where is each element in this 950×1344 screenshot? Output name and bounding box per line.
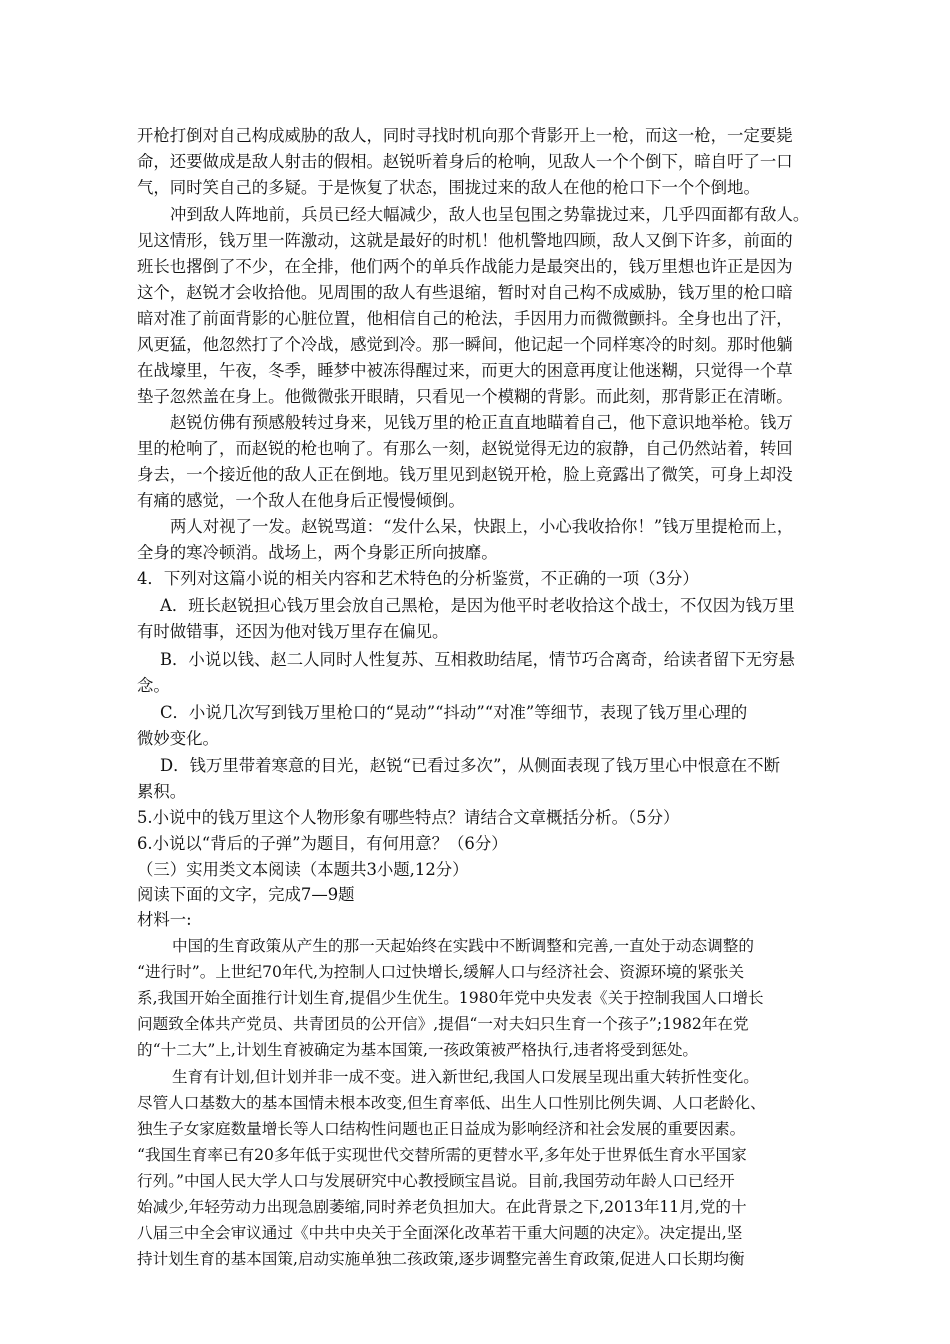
text-line: 全身的寒冷顿消。战场上，两个身影正所向披靡。 <box>137 543 498 562</box>
text-line: 暗对准了前面背影的心脏位置，他相信自己的枪法，手因用力而微微颤抖。全身也出了汗， <box>137 309 793 328</box>
text-line: 风更猛，他忽然打了个冷战，感觉到冷。那一瞬间，他记起一个同样寒冷的时刻。那时他躺 <box>137 335 793 354</box>
text-line: “我国生育率已有20多年低于实现世代交替所需的更替水平,多年处于世界低生育水平国家 <box>137 1146 747 1164</box>
question-5: 5.小说中的钱万里这个人物形象有哪些特点？请结合文章概括分析。（5分） <box>137 808 680 827</box>
text-line: 念。 <box>137 676 170 695</box>
text-line: “进行时”。上世纪70年代,为控制人口过快增长,缓解人口与经济社会、资源环境的紧张关 <box>137 963 745 981</box>
text-line: C．小说几次写到钱万里枪口的“晃动”“抖动”“对准”等细节，表现了钱万里心理的 <box>160 703 748 722</box>
text-line: 问题致全体共产党员、共青团员的公开信》,提倡“一对夫妇只生育一个孩子”;1982年在党 <box>137 1015 749 1033</box>
text-line: 持计划生育的基本国策,启动实施单独二孩政策,逐步调整完善生育政策,促进人口长期均衡 <box>137 1250 745 1268</box>
text-line: 累积。 <box>137 782 187 801</box>
text-line: 系,我国开始全面推行计划生育,提倡少生优生。1980年党中央发表《关于控制我国人口增长 <box>137 989 764 1007</box>
question-6: 6.小说以“背后的子弹”为题目，有何用意？（6分） <box>137 834 508 853</box>
text-line: 有痛的感觉，一个敌人在他身后正慢慢倾倒。 <box>137 491 465 510</box>
section-instruction: 阅读下面的文字，完成7—9题 <box>137 885 355 904</box>
text-line: 垫子忽然盖在身上。他微微张开眼睛，只看见一个模糊的背影。而此刻，那背影正在清晰。 <box>137 387 793 406</box>
text-line: 冲到敌人阵地前，兵员已经大幅减少，敌人也呈包围之势靠拢过来，几乎四面都有敌人。 <box>170 205 810 224</box>
text-line: 独生子女家庭数量增长等人口结构性问题也正日益成为影响经济和社会发展的重要因素。 <box>137 1120 746 1138</box>
text-line: 生育有计划,但计划并非一成不变。进入新世纪,我国人口发展呈现出重大转折性变化。 <box>172 1068 759 1086</box>
text-line: B．小说以钱、赵二人同时人性复苏、互相救助结尾，情节巧合离奇，给读者留下无穷悬 <box>160 650 795 669</box>
text-line: 赵锐仿佛有预感般转过身来，见钱万里的枪正直直地瞄着自己，他下意识地举枪。钱万 <box>170 413 793 432</box>
text-line: 在战壕里，午夜，冬季，睡梦中被冻得醒过来，而更大的困意再度让他迷糊，只觉得一个草 <box>137 361 793 380</box>
text-line: 气，同时笑自己的多疑。于是恢复了状态，围拢过来的敌人在他的枪口下一个个倒地。 <box>137 178 760 197</box>
text-line: D．钱万里带着寒意的目光，赵锐“已看过多次”，从侧面表现了钱万里心中恨意在不断 <box>160 756 780 775</box>
text-line: 微妙变化。 <box>137 729 219 748</box>
text-line: 的“十二大”上,计划生育被确定为基本国策,一孩政策被严格执行,违者将受到惩处。 <box>137 1041 699 1059</box>
text-line: 身去，一个接近他的敌人正在倒地。钱万里见到赵锐开枪，脸上竟露出了微笑，可身上却没 <box>137 465 793 484</box>
text-line: 开枪打倒对自己构成威胁的敌人，同时寻找时机向那个背影开上一枪，而这一枪，一定要毙 <box>137 126 793 145</box>
material-label: 材料一: <box>137 910 192 929</box>
text-line: 命，还要做成是敌人射击的假相。赵锐听着身后的枪响，见敌人一个个倒下，暗自吁了一口 <box>137 152 793 171</box>
text-line: 见这情形，钱万里一阵激动，这就是最好的时机！他机警地四顾，敌人又倒下许多，前面的 <box>137 231 793 250</box>
text-line: 这个，赵锐才会收拾他。见周围的敌人有些退缩，暂时对自己构不成威胁，钱万里的枪口暗 <box>137 283 793 302</box>
text-line: 里的枪响了，而赵锐的枪也响了。有那么一刻，赵锐觉得无边的寂静，自己仍然站着，转回 <box>137 439 793 458</box>
section-heading: （三）实用类文本阅读（本题共3小题,12分） <box>137 860 469 879</box>
text-line: 尽管人口基数大的基本国情未根本改变,但生育率低、出生人口性别比例失调、人口老龄化、 <box>137 1094 766 1112</box>
text-line: 八届三中全会审议通过《中共中央关于全面深化改革若干重大问题的决定》。决定提出,坚 <box>137 1224 743 1242</box>
text-line: 中国的生育政策从产生的那一天起始终在实践中不断调整和完善,一直处于动态调整的 <box>172 937 754 955</box>
question-4: 4．下列对这篇小说的相关内容和艺术特色的分析鉴赏，不正确的一项（3分） <box>137 569 699 588</box>
text-line: 始减少,年轻劳动力出现急剧萎缩,同时养老负担加大。在此背景之下,2013年11月,党的十 <box>137 1198 747 1216</box>
text-line: A．班长赵锐担心钱万里会放自己黑枪，是因为他平时老收拾这个战士，不仅因为钱万里 <box>160 596 795 615</box>
text-line: 行列。”中国人民大学人口与发展研究中心教授顾宝昌说。目前,我国劳动年龄人口已经开 <box>137 1172 735 1190</box>
text-line: 班长也撂倒了不少，在全排，他们两个的单兵作战能力是最突出的，钱万里想也许正是因为 <box>137 257 793 276</box>
text-line: 有时做错事，还因为他对钱万里存在偏见。 <box>137 622 449 641</box>
text-line: 两人对视了一发。赵锐骂道：“发什么呆，快跟上，小心我收拾你！”钱万里提枪而上， <box>170 517 794 536</box>
